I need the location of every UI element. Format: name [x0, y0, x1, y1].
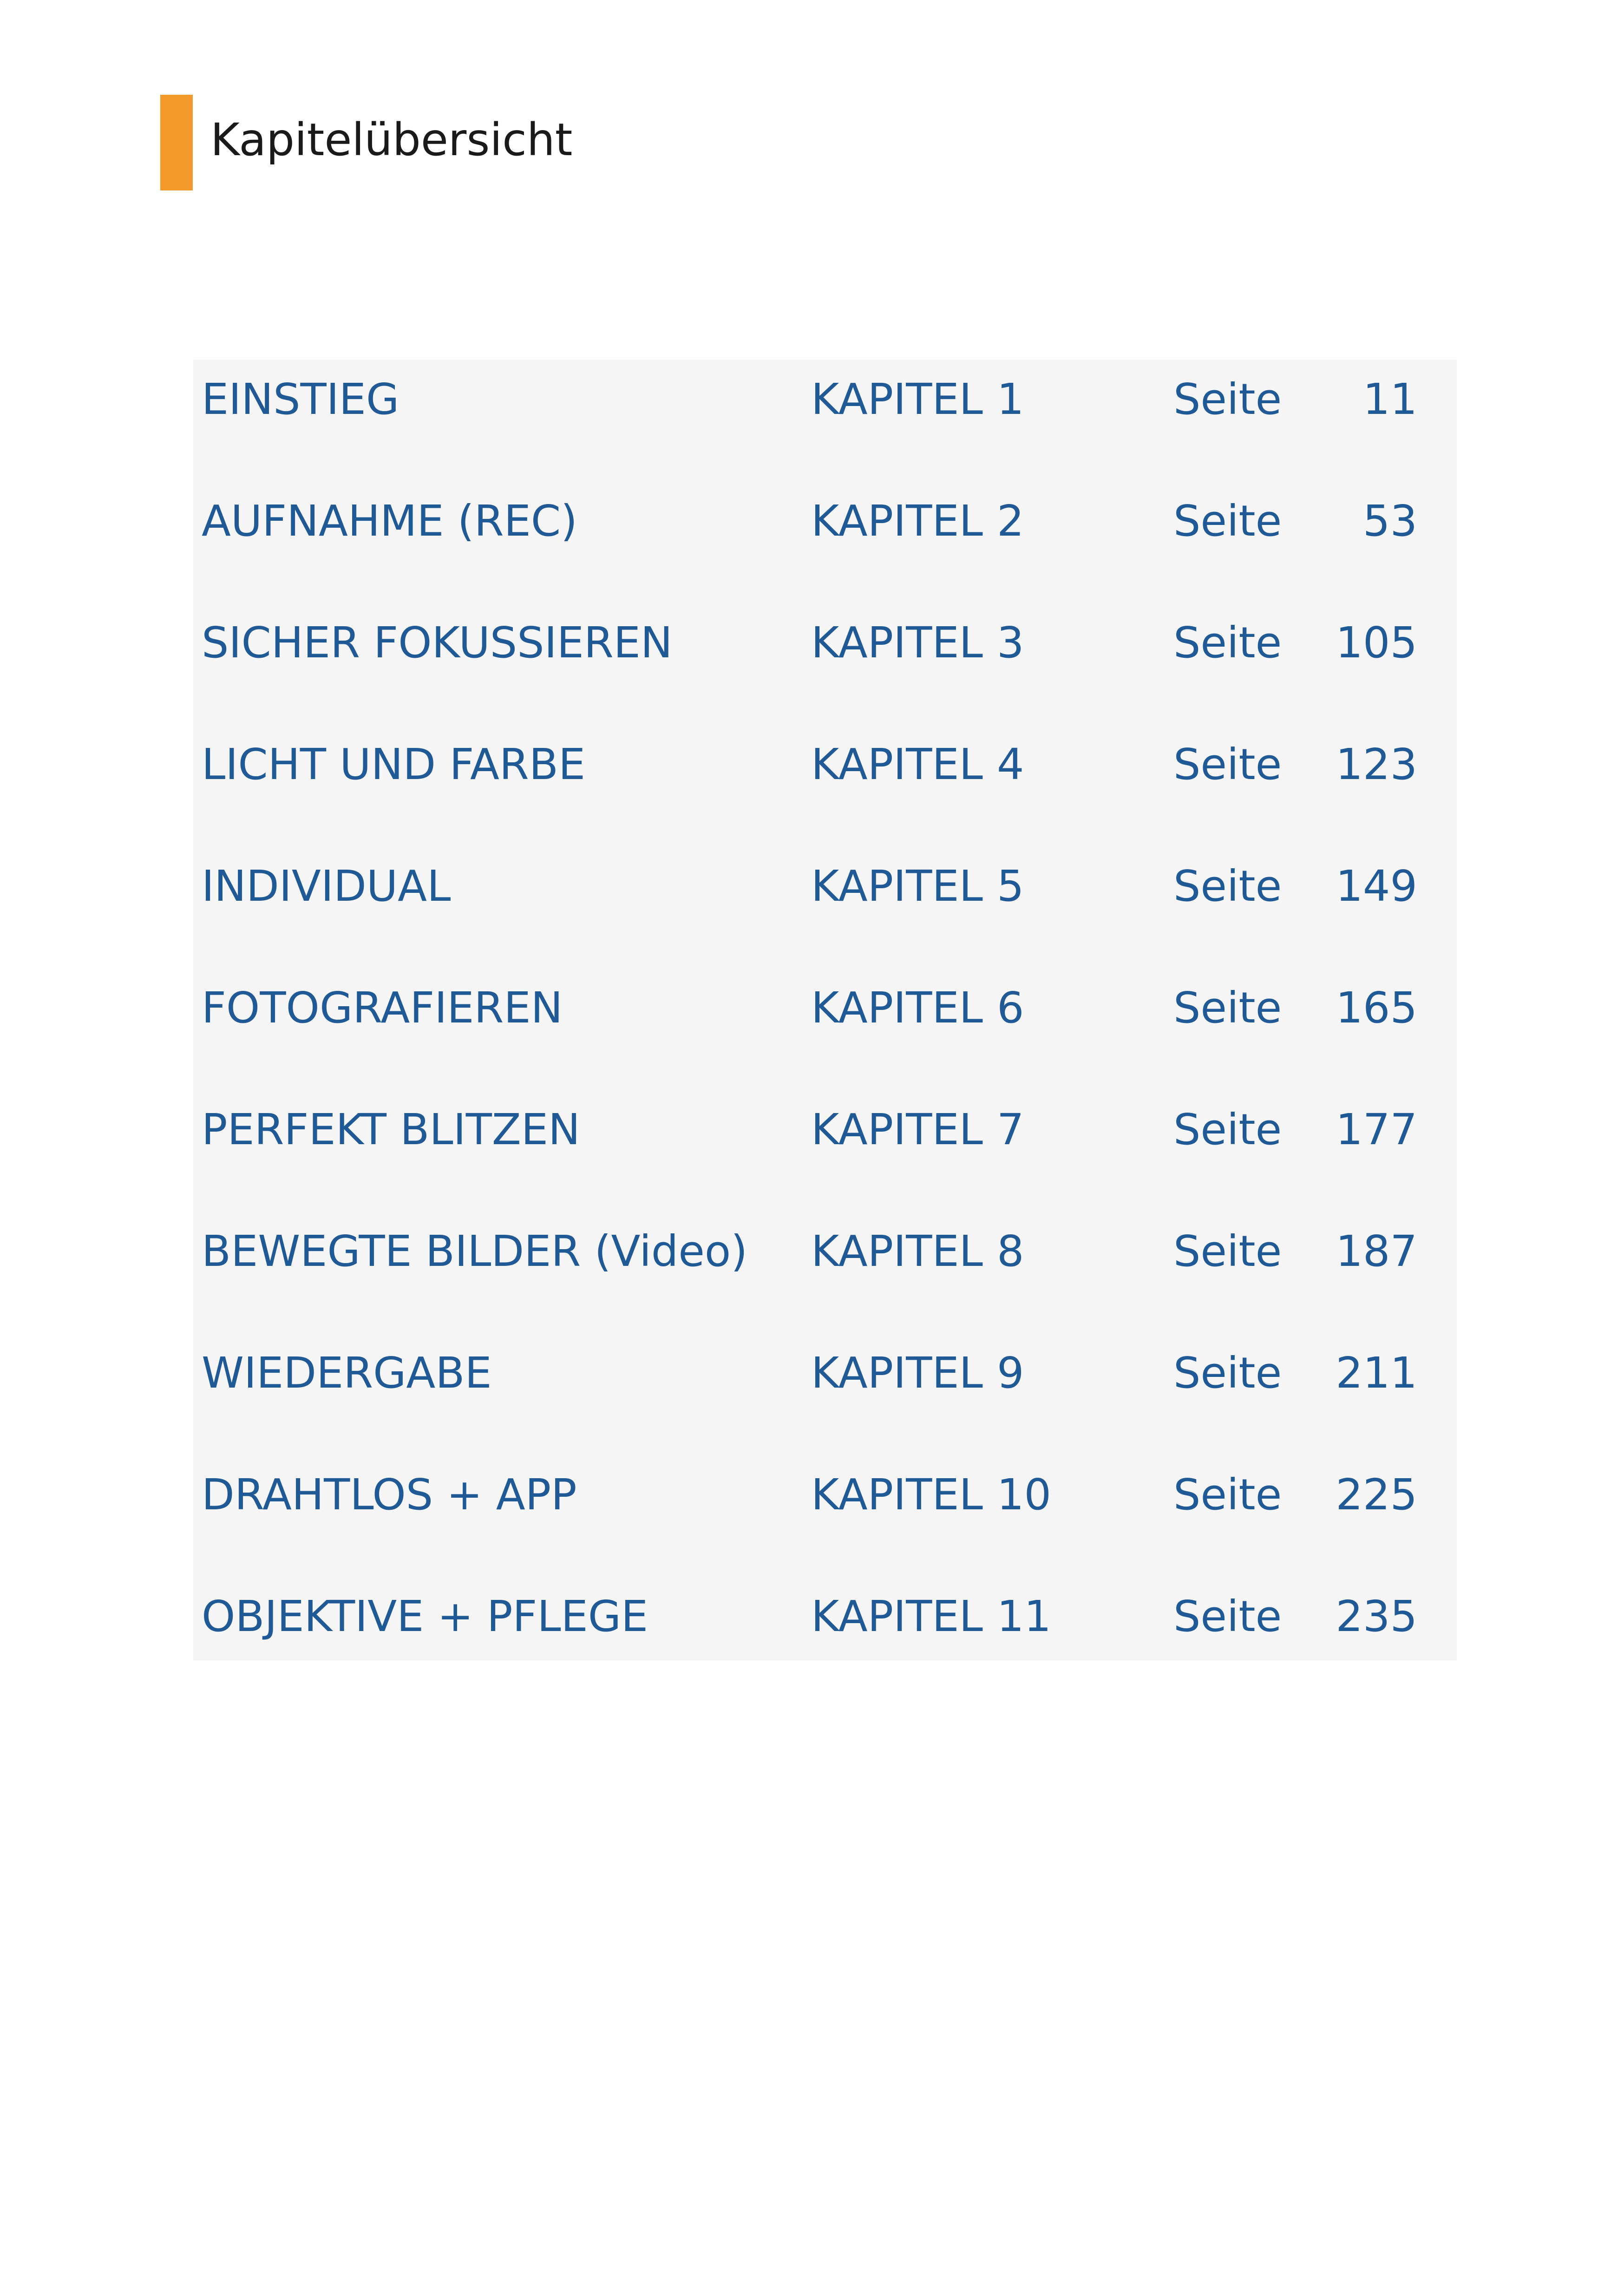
- page-number: 187: [1336, 1226, 1417, 1276]
- page-title: Kapitelübersicht: [210, 114, 573, 166]
- chapter-number: 11: [997, 1592, 1052, 1641]
- seite-label: Seite: [1173, 1470, 1282, 1520]
- chapter-title: OBJEKTIVE + PFLEGE: [202, 1592, 648, 1641]
- chapter-number: 10: [997, 1470, 1052, 1520]
- kapitel-label: KAPITEL: [811, 861, 983, 911]
- page-heading: [160, 95, 572, 190]
- seite-label: Seite: [1173, 1105, 1282, 1154]
- seite-label: Seite: [1173, 740, 1282, 789]
- table-of-contents: [193, 360, 1457, 1660]
- kapitel-label: KAPITEL: [811, 618, 983, 668]
- kapitel-label: KAPITEL: [811, 1348, 983, 1398]
- chapter-title: INDIVIDUAL: [202, 861, 451, 911]
- chapter-number: 2: [997, 496, 1024, 546]
- kapitel-label: KAPITEL: [811, 1470, 983, 1520]
- chapter-title: BEWEGTE BILDER (Video): [202, 1226, 748, 1276]
- kapitel-label: KAPITEL: [811, 1226, 983, 1276]
- seite-label: Seite: [1173, 1226, 1282, 1276]
- chapter-number: 1: [997, 374, 1024, 424]
- heading-accent-bar: [160, 95, 193, 190]
- chapter-number: 8: [997, 1226, 1024, 1276]
- toc-row[interactable]: [193, 481, 1457, 603]
- page-number: 149: [1336, 861, 1417, 911]
- toc-row[interactable]: [193, 1212, 1457, 1333]
- chapter-title: FOTOGRAFIEREN: [202, 983, 563, 1033]
- toc-row[interactable]: [193, 1455, 1457, 1577]
- seite-label: Seite: [1173, 618, 1282, 668]
- chapter-title: EINSTIEG: [202, 374, 399, 424]
- toc-row[interactable]: [193, 725, 1457, 846]
- toc-row[interactable]: [193, 1333, 1457, 1455]
- chapter-title: LICHT UND FARBE: [202, 740, 586, 789]
- chapter-title: SICHER FOKUSSIEREN: [202, 618, 673, 668]
- kapitel-label: KAPITEL: [811, 740, 983, 789]
- kapitel-label: KAPITEL: [811, 983, 983, 1033]
- chapter-number: 5: [997, 861, 1024, 911]
- seite-label: Seite: [1173, 983, 1282, 1033]
- chapter-number: 6: [997, 983, 1024, 1033]
- page-number: 225: [1336, 1470, 1417, 1520]
- page-number: 105: [1336, 618, 1417, 668]
- seite-label: Seite: [1173, 496, 1282, 546]
- toc-row[interactable]: [193, 360, 1457, 481]
- chapter-title: DRAHTLOS + APP: [202, 1470, 577, 1520]
- toc-row[interactable]: [193, 603, 1457, 725]
- seite-label: Seite: [1173, 1348, 1282, 1398]
- toc-row[interactable]: [193, 1090, 1457, 1212]
- page-number: 177: [1336, 1105, 1417, 1154]
- page-number: 211: [1336, 1348, 1417, 1398]
- kapitel-label: KAPITEL: [811, 1592, 983, 1641]
- chapter-number: 7: [997, 1105, 1024, 1154]
- page-number: 165: [1336, 983, 1417, 1033]
- chapter-number: 4: [997, 740, 1024, 789]
- page-number: 53: [1362, 496, 1417, 546]
- kapitel-label: KAPITEL: [811, 374, 983, 424]
- chapter-title: AUFNAHME (REC): [202, 496, 577, 546]
- page-number: 123: [1336, 740, 1417, 789]
- chapter-title: PERFEKT BLITZEN: [202, 1105, 580, 1154]
- page-number: 11: [1362, 374, 1417, 424]
- toc-row[interactable]: [193, 1577, 1457, 1698]
- kapitel-label: KAPITEL: [811, 1105, 983, 1154]
- chapter-number: 3: [997, 618, 1024, 668]
- kapitel-label: KAPITEL: [811, 496, 983, 546]
- chapter-title: WIEDERGABE: [202, 1348, 492, 1398]
- seite-label: Seite: [1173, 1592, 1282, 1641]
- seite-label: Seite: [1173, 374, 1282, 424]
- chapter-number: 9: [997, 1348, 1024, 1398]
- toc-row[interactable]: [193, 968, 1457, 1090]
- toc-row[interactable]: [193, 846, 1457, 968]
- page-number: 235: [1336, 1592, 1417, 1641]
- seite-label: Seite: [1173, 861, 1282, 911]
